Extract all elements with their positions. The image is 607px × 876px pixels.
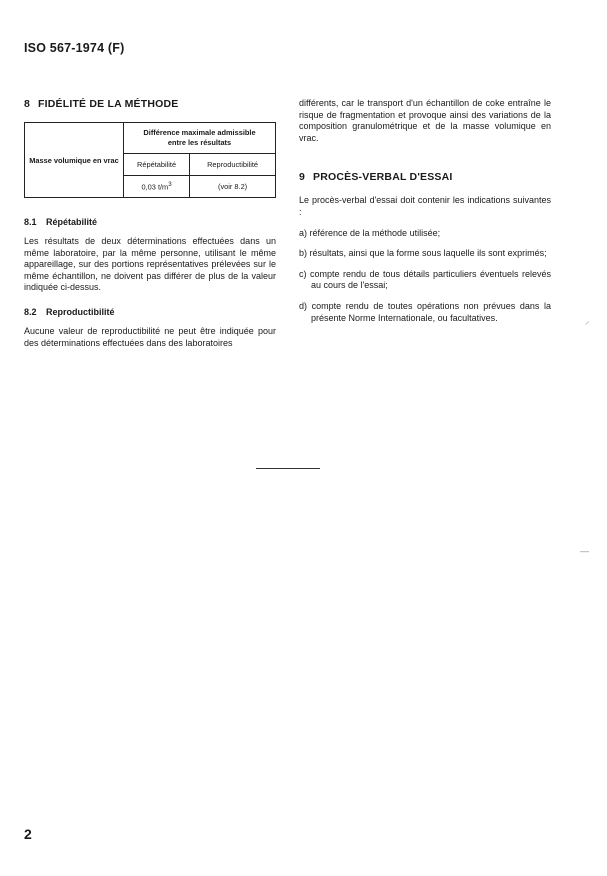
section-8-1-number: 8.1 [24,217,37,227]
section-8-2-text: Aucune valeur de reproductibilité ne peut être indiquée pour des déterminations effectuées dans des laboratoires [24,325,276,348]
list-item-a: a) référence de la méthode utilisée; [299,227,441,238]
section-9-title: PROCÈS-VERBAL D'ESSAI [313,171,453,184]
document-id: ISO 567-1974 (F) [24,41,125,55]
table-col-repeatability: Répétabilité [124,154,190,176]
section-8-2-continuation: différents, car le transport d'un échantillon de coke entraîne le risque de fragmentation et provoque ainsi des variations de la composition granulométrique et de la masse volumique en vrac. [299,98,551,143]
table-header-main [124,123,276,154]
table-row-label: Masse volumique en vrac [25,123,124,198]
table-header-main-line2: entre les résultats [167,138,232,147]
section-9-heading [299,171,551,183]
table-value-superscript: 3 [168,181,172,189]
section-8-2-heading [24,307,276,317]
end-rule [256,468,320,469]
section-8-2-title: Reproductibilité [46,306,115,317]
table-value-repeatability [124,176,190,198]
section-9-intro: Le procès-verbal d'essai doit contenir les indications suivantes : [299,195,551,217]
section-8-1-text: Les résultats de deux déterminations effectuées dans un même laboratoire, par la même personne, utilisant le même appareillage, sur des portions représentatives prélevées sur le même échantillon, ne doivent pas différer de plus de la valeur indiquée ci-dessus. [24,236,276,293]
section-9-number: 9 [299,171,306,184]
margin-tick-mark: ⸝ [585,316,590,326]
table-value-repeatability-text: 0,03 t/m [141,182,169,192]
table-header-main-line1: Différence maximale admissible [143,128,256,137]
list-item-c: c) compte rendu de tous détails particuliers éventuels relevés au cours de l'essai; [299,268,551,291]
list-item-b: b) résultats, ainsi que la forme sous laquelle ils sont exprimés; [299,248,547,259]
right-column [299,98,551,324]
section-8-1-title: Répétabilité [46,217,98,227]
left-column [24,98,276,349]
section-8-heading [24,98,276,110]
page-number: 2 [24,826,32,842]
table-col-reproducibility: Reproductibilité [190,154,276,176]
list-item-d: d) compte rendu de toutes opérations non prévues dans la présente Norme Internationale, ou facultatives. [299,300,551,323]
precision-table [24,122,276,198]
margin-tick-mark: — [580,546,589,556]
section-8-title: FIDÉLITÉ DE LA MÉTHODE [38,98,179,110]
section-8-number: 8 [24,98,31,110]
section-8-2-number: 8.2 [24,306,37,317]
table-value-reproducibility: (voir 8.2) [190,176,276,198]
section-8-1-heading [24,217,276,227]
